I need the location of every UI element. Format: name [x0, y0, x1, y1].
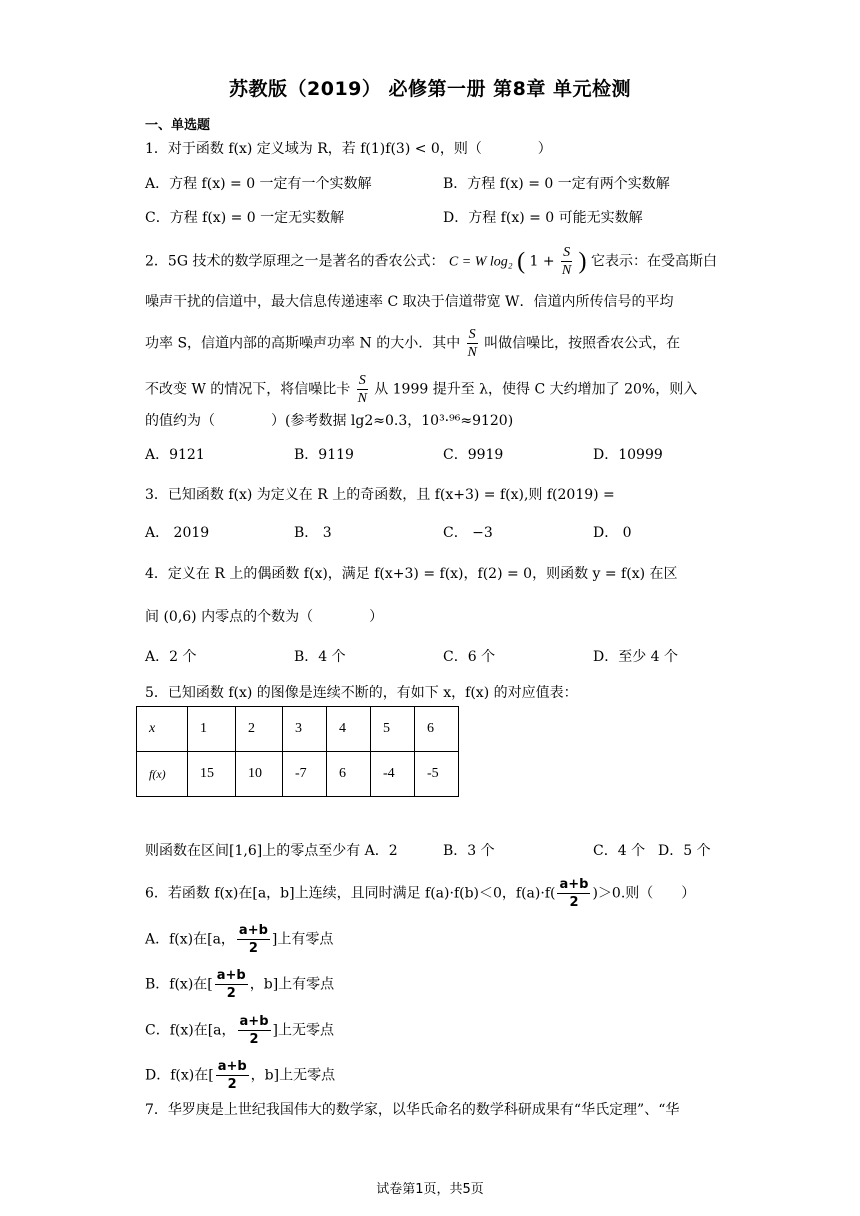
q5-option-c: C．4 个	[593, 843, 646, 859]
table-cell: -7	[283, 752, 327, 797]
table-row-x	[137, 707, 459, 752]
q5-option-b: B．3 个	[443, 843, 495, 859]
q6-d-frac-num: a+b	[217, 1059, 247, 1074]
q2-line-3-text-a: 功率 S，信道内部的高斯噪声功率 N 的大小．其中	[145, 335, 461, 352]
q2-line-4	[145, 372, 697, 407]
q3-option-d: D． 0	[593, 525, 632, 541]
q5-option-d: D．5 个	[658, 843, 711, 859]
q1-option-a: A．方程 f(x) = 0 一定有一个实数解	[145, 176, 372, 192]
snr-fraction-2	[467, 326, 478, 361]
table-cell: 2	[236, 707, 283, 752]
q6-a-frac-den: 2	[248, 941, 258, 956]
shannon-formula: C = W log₂	[448, 254, 513, 270]
q6-b-frac-num: a+b	[216, 968, 246, 983]
q6-d-text-a: D．f(x)在[	[145, 1067, 214, 1084]
table-cell: 6	[415, 707, 459, 752]
q6-option-a	[145, 922, 333, 957]
snr-num: S	[563, 245, 571, 260]
value-table	[136, 706, 459, 797]
one-plus: 1 +	[529, 253, 555, 270]
q6-a-text-a: A．f(x)在[a，	[145, 931, 235, 948]
q3-option-c: C． −3	[443, 525, 493, 541]
q4-option-b: B．4 个	[294, 649, 346, 665]
paren-close: )	[578, 248, 587, 275]
q6-option-c	[145, 1013, 334, 1048]
q6-option-b	[145, 967, 334, 1002]
q6-frac-den: 2	[569, 895, 579, 910]
q6-d-frac-den: 2	[227, 1077, 237, 1092]
q6-stem	[145, 876, 695, 911]
table-cell: -4	[371, 752, 415, 797]
q2-line-4-text-b: 从 1999 提升至 λ，使得 C 大约增加了 20%，则入	[374, 381, 698, 398]
q6-stem-a: 6．若函数 f(x)在[a，b]上连续，且同时满足 f(a)·f(b)＜0，f(a)·f(	[145, 885, 556, 902]
q5-stem: 5．已知函数 f(x) 的图像是连续不断的，有如下 x，f(x) 的对应值表：	[145, 685, 578, 701]
table-cell: 10	[236, 752, 283, 797]
q2-option-b: B．9119	[294, 447, 354, 463]
q5-option-a: 则函数在区间[1,6]上的零点至少有 A．2	[145, 843, 398, 859]
q2-line-1-text-b: 它表示：在受高斯白	[590, 253, 717, 270]
q2-line-4-text-a: 不改变 W 的情况下，将信噪比卡	[145, 381, 351, 398]
q6-b-text-b: ，b]上有零点	[249, 976, 335, 993]
q6-b-text-a: B．f(x)在[	[145, 976, 213, 993]
q6-a-frac-num: a+b	[238, 923, 268, 938]
q2-option-a: A．9121	[145, 447, 205, 463]
q6-a-text-b: ]上有零点	[271, 931, 334, 948]
q1-stem: 1．对于函数 f(x) 定义域为 R，若 f(1)f(3) < 0，则（ ）	[145, 141, 552, 157]
q6-frac-num: a+b	[559, 877, 589, 892]
snr-den-3: N	[357, 391, 367, 406]
q4-line-2: 间 (0,6) 内零点的个数为（ ）	[145, 609, 384, 625]
q2-line-3	[145, 326, 680, 361]
table-cell: 1	[188, 707, 236, 752]
snr-den: N	[561, 263, 572, 278]
q3-option-a: A． 2019	[145, 525, 210, 541]
q1-option-c: C．方程 f(x) = 0 一定无实数解	[145, 210, 345, 226]
q2-line-2: 噪声干扰的信道中，最大信息传递速率 C 取决于信道带宽 W．信道内所传信号的平均	[145, 294, 674, 310]
table-cell: 5	[371, 707, 415, 752]
table-cell: 6	[327, 752, 371, 797]
table-header-f: f(x)	[137, 752, 188, 797]
table-cell: -5	[415, 752, 459, 797]
q6-stem-b: )＞0.则（ ）	[592, 885, 696, 902]
q1-option-d: D．方程 f(x) = 0 可能无实数解	[443, 210, 643, 226]
q6-c-frac-num: a+b	[239, 1014, 269, 1029]
q3-option-b: B． 3	[294, 525, 332, 541]
q2-line-3-text-b: 叫做信噪比，按照香农公式，在	[484, 335, 681, 352]
q7-line-1: 7．华罗庚是上世纪我国伟大的数学家，以华氏命名的数学科研成果有“华氏定理”、“华	[145, 1102, 680, 1118]
q6-c-fraction	[238, 1013, 271, 1048]
q3-stem: 3．已知函数 f(x) 为定义在 R 上的奇函数，且 f(x+3) = f(x),则 f(2019) =	[145, 487, 615, 503]
page-footer: 试卷第1页，共5页	[376, 1182, 484, 1197]
q2-line-1-text-a: 2．5G 技术的数学原理之一是著名的香农公式：	[145, 253, 445, 270]
table-header-x: x	[137, 707, 188, 752]
section-heading: 一、单选题	[145, 118, 211, 133]
snr-fraction	[561, 244, 572, 279]
q1-option-b: B．方程 f(x) = 0 一定有两个实数解	[443, 176, 670, 192]
q6-option-d	[145, 1058, 335, 1093]
snr-den-2: N	[467, 345, 477, 360]
q4-line-1: 4．定义在 R 上的偶函数 f(x)，满足 f(x+3) = f(x)，f(2) = 0，则函数 y = f(x) 在区	[145, 566, 678, 582]
q6-b-frac-den: 2	[226, 986, 236, 1001]
q6-a-fraction	[237, 922, 270, 957]
paren-open: (	[517, 248, 526, 275]
q6-c-text-a: C．f(x)在[a，	[145, 1022, 236, 1039]
q6-d-fraction	[216, 1058, 249, 1093]
table-row-f	[137, 752, 459, 797]
snr-num-2: S	[468, 327, 476, 342]
table-cell: 15	[188, 752, 236, 797]
q2-line-5: 的值约为（ ）(参考数据 lg2≈0.3，10³·⁹⁶≈9120)	[145, 413, 514, 429]
q6-midpoint-fraction	[557, 876, 590, 911]
page-title: 苏教版（2019） 必修第一册 第8章 单元检测	[229, 78, 631, 100]
table-cell: 4	[327, 707, 371, 752]
q4-option-a: A．2 个	[145, 649, 197, 665]
q2-option-c: C．9919	[443, 447, 504, 463]
q6-c-frac-den: 2	[249, 1032, 259, 1047]
q6-c-text-b: ]上无零点	[272, 1022, 334, 1039]
snr-num-3: S	[358, 373, 366, 388]
q2-line-1	[145, 244, 717, 279]
q4-option-c: C．6 个	[443, 649, 496, 665]
q6-b-fraction	[215, 967, 248, 1002]
q2-option-d: D．10999	[593, 447, 663, 463]
q4-option-d: D．至少 4 个	[593, 649, 679, 665]
q6-d-text-b: ，b]上无零点	[250, 1067, 336, 1084]
table-cell: 3	[283, 707, 327, 752]
snr-fraction-3	[357, 372, 368, 407]
